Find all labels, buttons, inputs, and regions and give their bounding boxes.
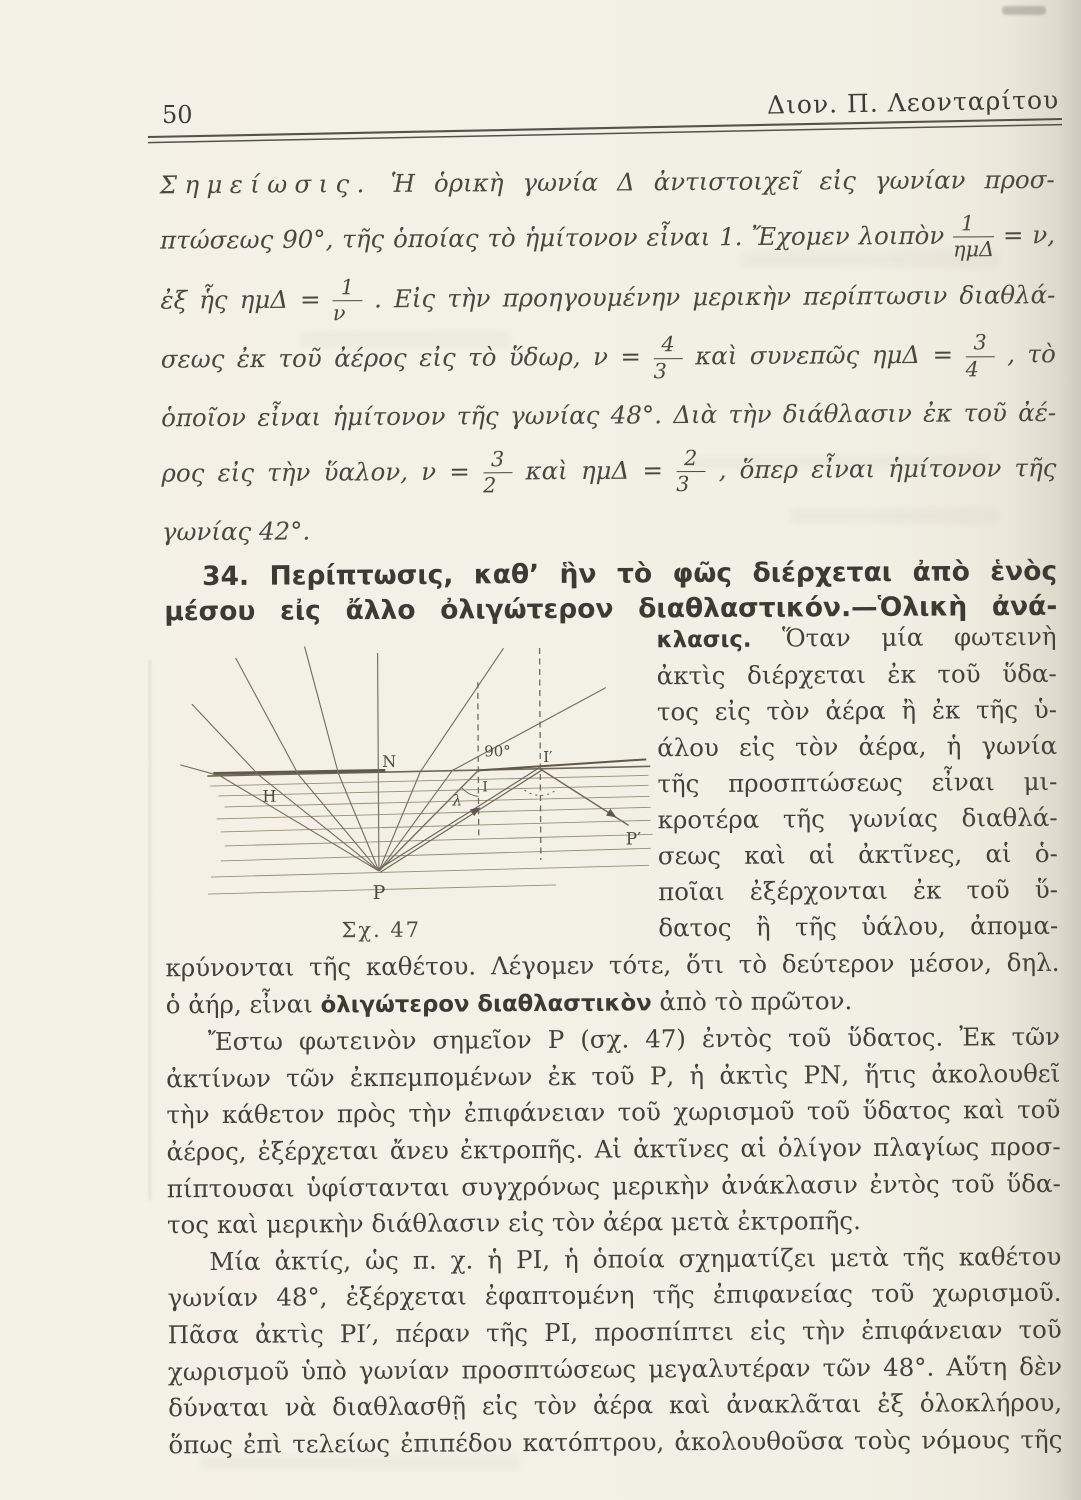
- label-i-prime: I′: [543, 747, 553, 766]
- text-line: κρύνονται τῆς καθέτου. Λέγομεν τότε, ὅτι τὸ δεύτερον μέσον, δηλ.: [165, 947, 1060, 983]
- text-line: πίπτουσαι ὑφίστανται συγχρόνως μερικὴν ἀνάκλασιν ἐντὸς τοῦ ὕδα-: [166, 1168, 1061, 1203]
- text-line: ἀκτίνων τῶν ἐκπεμπομένων ἐκ τοῦ Ρ, ἡ ἀκτὶς ΡΝ, ἥτις ἀκολουθεῖ: [166, 1058, 1061, 1094]
- text-line: ὁποῖον εἶναι ἡμίτονον τῆς γωνίας 48°. Διὰ τὴν διάθλασιν ἐκ τοῦ ἀέ-: [161, 397, 1057, 433]
- refraction-diagram: [180, 639, 674, 960]
- text-line: τος εἰς τὸν ἀέρα ἢ ἐκ τῆς ὑ-: [656, 694, 1058, 727]
- text-line: ἀκτὶς διέρχεται ἐκ τοῦ ὕδα-: [656, 658, 1057, 691]
- text-line: Μία ἀκτίς, ὡς π. χ. ἡ ΡΙ, ἡ ὁποία σχηματίζει μετὰ τῆς καθέτου: [209, 1241, 1062, 1276]
- text-line: δύναται νὰ διαθλασθῇ εἰς τὸν ἀέρα καὶ ἀνακλᾶται ἐξ ὁλοκλήρου,: [168, 1387, 1063, 1423]
- section-heading: [164, 554, 1057, 629]
- text-line: 34. Περίπτωσις, καθ’ ἣν τὸ φῶς διέρχεται ἀπὸ ἑνὸς: [202, 555, 1058, 593]
- text-line: χωρισμοῦ ὑπὸ γωνίαν προσπτώσεως μεγαλυτέραν τῶν 48°. Αὕτη δὲν: [167, 1351, 1063, 1386]
- inline-fraction: $\frac{2}{3}$: [676, 444, 706, 500]
- text-line: σεως ἐκ τοῦ ἀέρος εἰς τὸ ὕδωρ, ν = $\frac{4}{3}$ καὶ συνεπῶς ημΔ = $\frac{3}{4}$ , τὸ: [161, 328, 1056, 389]
- text-line: ἀέρος, ἐξέρχεται ἄνευ ἐκτροπῆς. Αἱ ἀκτῖνες αἱ ὀλίγον πλαγίως προσ-: [166, 1131, 1061, 1167]
- reflection-angle-dots: [524, 790, 556, 796]
- label-h: H: [262, 786, 277, 806]
- label-i: I: [482, 779, 488, 796]
- inline-fraction: $\frac{4}{3}$: [653, 330, 683, 386]
- label-p: P: [372, 881, 386, 905]
- text-line: γωνίαν 48°, ἐξέρχεται ἐφαπτομένη τῆς ἐπιφανείας τοῦ χωρισμοῦ.: [167, 1278, 1062, 1313]
- inline-fraction: $\frac{1}{\nu}$: [333, 273, 363, 329]
- text-line: ὅπως ἐπὶ τελείως ἐπιπέδου κατόπτρου, ἀκολουθοῦσα τοὺς νόμους τῆς: [168, 1424, 1063, 1460]
- inline-fraction: $\frac{1}{\text{ημΔ}}$: [953, 211, 995, 262]
- inline-fraction: $\frac{3}{2}$: [483, 445, 513, 501]
- figure-caption: Σχ. 47: [341, 917, 422, 943]
- body-text: [165, 945, 1062, 1464]
- page-number: 50: [162, 101, 193, 129]
- figure-47: [180, 639, 674, 960]
- paragraph: [167, 1239, 1062, 1464]
- incident-rays: [220, 652, 479, 872]
- text-line: Πᾶσα ἀκτὶς ΡΙ′, πέραν τῆς ΡΙ, προσπίπτει εἰς τὴν ἐπιφάνειαν τοῦ: [167, 1314, 1062, 1350]
- text-line: άλου εἰς τὸν ἀέρα, ἡ γωνία: [657, 730, 1058, 763]
- text-line: Ἔστω φωτεινὸν σημεῖον Ρ (σχ. 47) ἐντὸς τοῦ ὕδατος. Ἐκ τῶν: [207, 1022, 1061, 1057]
- refracted-rays: [180, 644, 647, 776]
- right-column: [656, 619, 1058, 946]
- text-line: τὴν κάθετον πρὸς τὴν ἐπιφάνειαν τοῦ χωρισμοῦ τοῦ ὕδατος καὶ τοῦ: [166, 1095, 1061, 1130]
- text-line: μέσου εἰς ἄλλο ὀλιγώτερον διαθλαστικόν.—Ὁλικὴ ἀνά-: [164, 590, 1058, 628]
- running-header: Διον. Π. Λεονταρίτου: [766, 85, 1060, 120]
- text-line: τῆς προσπτώσεως εἶναι μι-: [657, 766, 1058, 799]
- text-line: ποῖαι ἐξέρχονται ἐκ τοῦ ὕ-: [657, 874, 1059, 907]
- text-line: πτώσεως 90°, τῆς ὁποίας τὸ ἡμίτονον εἶναι 1. Ἔχομεν λοιπὸν $\frac{1}{\text{ημΔ}}$ = ν,: [160, 209, 1055, 270]
- text-line: γωνίας 42°.: [161, 515, 311, 546]
- text-line: τος καὶ μερικὴν διάθλασιν εἰς τὸν ἀέρα μετὰ ἐκτροπῆς.: [166, 1206, 861, 1240]
- label-n-icon: N: [382, 751, 397, 771]
- text-line: Σημείωσις. Ἡ ὁρικὴ γωνία Δ ἀντιστοιχεῖ εἰς γωνίαν προσ-: [159, 164, 1055, 200]
- paragraph: [166, 1019, 1061, 1244]
- inline-fraction: $\frac{3}{4}$: [965, 328, 995, 384]
- text-line: σεως καὶ αἱ ἀκτῖνες, αἱ ὁ-: [657, 838, 1058, 871]
- critical-angle-arc: [461, 787, 478, 796]
- water-surface: [207, 766, 650, 776]
- text-line: ρος εἰς τὴν ὕαλον, ν = $\frac{3}{2}$ καὶ ημΔ = $\frac{2}{3}$ , ὅπερ εἶναι ἡμίτονον τῆς: [161, 442, 1056, 503]
- text-line: κροτέρα τῆς γωνίας διαθλά-: [657, 802, 1058, 835]
- text-line: κλασις. Ὅταν μία φωτεινὴ: [656, 621, 1057, 654]
- label-lambda: λ: [452, 791, 463, 810]
- text-line: ὁ ἀήρ, εἶναι ὀλιγώτερον διαθλαστικὸν ἀπὸ τὸ πρῶτον.: [165, 985, 853, 1019]
- text-line: ἐξ ἧς ημΔ = $\frac{1}{\nu}$ . Εἰς τὴν προηγουμένην μερικὴν περίπτωσιν διαθλά-: [160, 268, 1055, 329]
- text-line: δατος ἢ τῆς ὑάλου, ἀπομα-: [658, 910, 1059, 943]
- note-paragraph: [160, 155, 1057, 561]
- label-p-prime: P′: [625, 829, 642, 850]
- label-90-degrees: 90°: [484, 742, 511, 761]
- arrowhead-reflected: [606, 809, 617, 818]
- paragraph: [165, 945, 1059, 1025]
